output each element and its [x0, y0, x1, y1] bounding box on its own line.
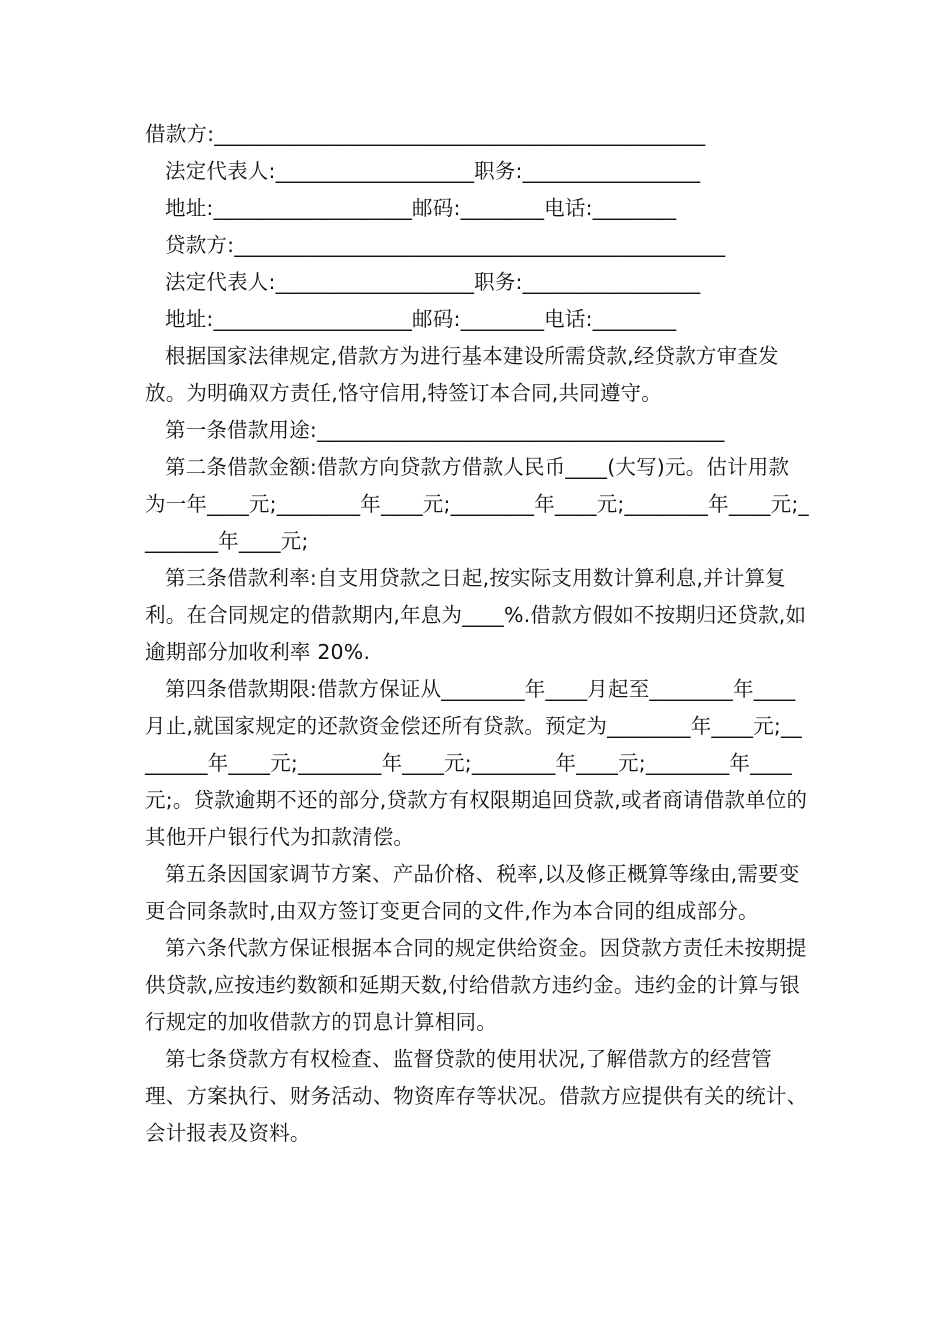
borrower-field: 借款方:_______________________________________________ — [145, 122, 706, 146]
intro-paragraph: 根据国家法律规定,借款方为进行基本建设所需贷款,经贷款方审查发放。为明确双方责任,恪守信用,特签订本合同,共同遵守。 — [145, 344, 779, 405]
borrower-address-field: 地址:___________________邮码:________电话:________ — [165, 196, 677, 220]
article-5: 第五条因国家调节方案、产品价格、税率,以及修正概算等缘由,需要变更合同条款时,由双方签订变更合同的文件,作为本合同的组成部分。 — [145, 862, 800, 923]
article-6: 第六条代款方保证根据本合同的规定供给资金。因贷款方责任未按期提供贷款,应按违约数额和延期天数,付给借款方违约金。违约金的计算与银行规定的加收借款方的罚息计算相同。 — [145, 936, 807, 1034]
lender-field: 贷款方:_______________________________________________ — [165, 233, 726, 257]
article-2: 第二条借款金额:借款方向贷款方借款人民币____(大写)元。估计用款为一年____元;________年____元;________年____元;________年____元;________年____元; — [145, 455, 809, 553]
article-7: 第七条贷款方有权检查、监督贷款的使用状况,了解借款方的经营管理、方案执行、财务活动、物资库存等状况。借款方应提供有关的统计、会计报表及资料。 — [145, 1047, 808, 1145]
lender-representative-field: 法定代表人:___________________职务:_________________ — [165, 270, 701, 294]
article-3: 第三条借款利率:自支用贷款之日起,按实际支用数计算利息,并计算复利。在合同规定的借款期内,年息为____%.借款方假如不按期归还贷款,如逾期部分加收利率 20%. — [145, 566, 807, 664]
article-1: 第一条借款用途:_______________________________________ — [165, 418, 725, 442]
article-4: 第四条借款期限:借款方保证从________年____月起至________年____月止,就国家规定的还款资金偿还所有贷款。预定为________年____元;________年____元;________年____元;________年____元;________年____元;。贷款逾期不还的部分,贷款方有权限期追回贷款,或者商请借款单位的其他开户银行代为扣款清偿。 — [145, 677, 808, 849]
contract-body — [145, 116, 809, 1152]
lender-address-field: 地址:___________________邮码:________电话:________ — [165, 307, 677, 331]
borrower-representative-field: 法定代表人:___________________职务:_________________ — [165, 159, 701, 183]
